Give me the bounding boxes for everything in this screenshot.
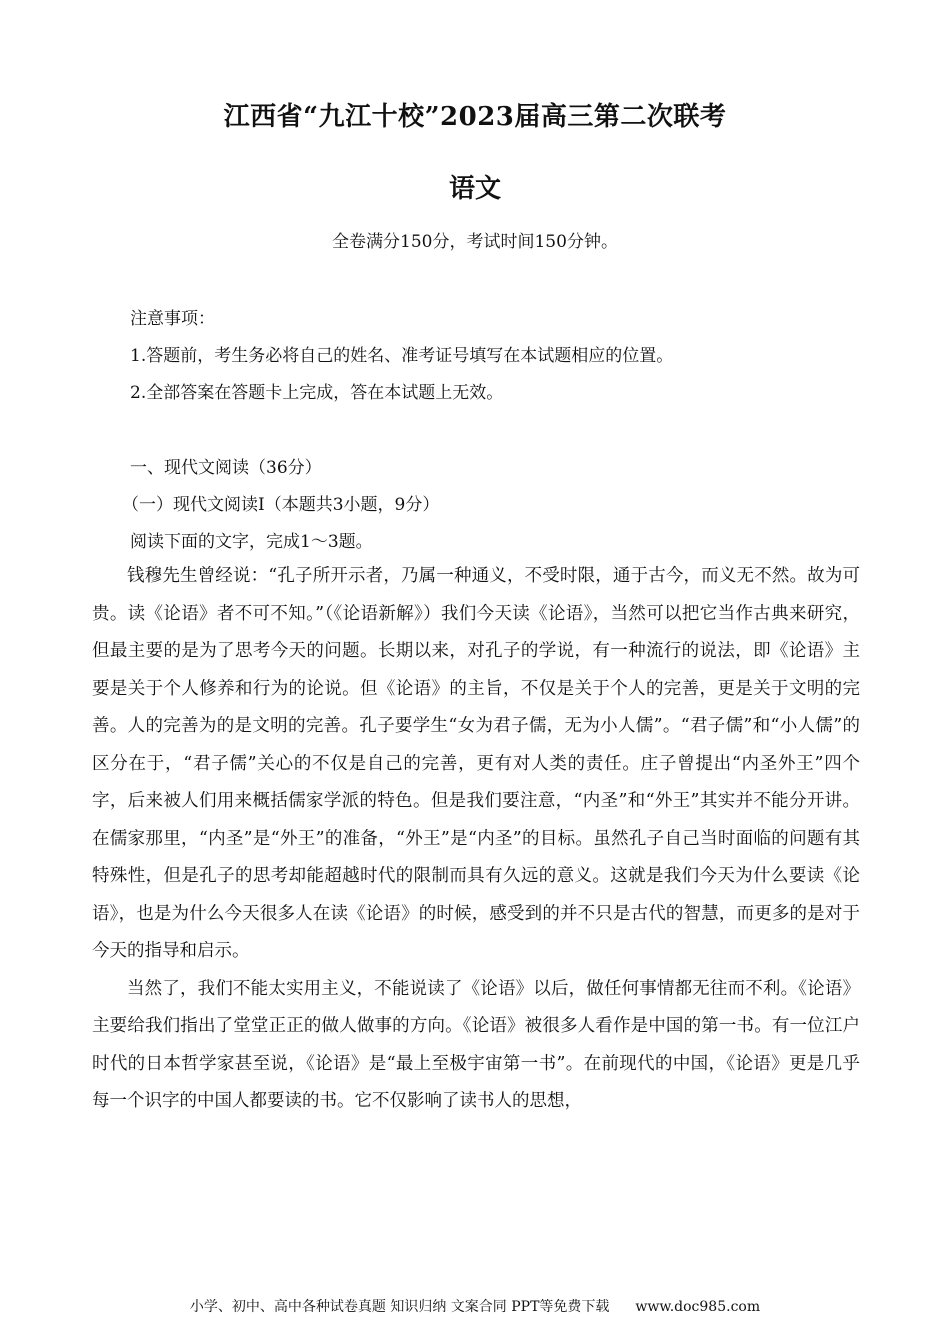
notice-item-2: 2.全部答案在答题卡上完成，答在本试题上无效。 [130, 383, 504, 403]
footer-link[interactable]: www.doc985.com [635, 1299, 761, 1315]
footer-text: 小学、初中、高中各种试卷真题 知识归纳 文案合同 PPT等免费下载 [189, 1299, 610, 1315]
notice-item-1: 1.答题前，考生务必将自己的姓名、准考证号填写在本试题相应的位置。 [130, 346, 674, 366]
subject-title: 语文 [448, 174, 501, 204]
section-heading: 一、现代文阅读（36分） [130, 458, 322, 478]
section-instruction: 阅读下面的文字，完成1～3题。 [130, 532, 373, 552]
exam-meta: 全卷满分150分，考试时间150分钟。 [332, 232, 618, 252]
section-subheading: （一）现代文阅读I（本题共3小题，9分） [122, 495, 440, 515]
exam-title: 江西省“九江十校”2023届高三第二次联考 [223, 102, 727, 132]
reading-passage [92, 558, 860, 1121]
page-footer [0, 1296, 950, 1316]
passage-paragraph-1: 钱穆先生曾经说：“孔子所开示者，乃属一种通义，不受时限，通于古今，而义无不然。故为可贵。读《论语》者不可不知。”（《论语新解》）我们今天读《论语》，当然可以把它当作古典来研究，但最主要的是为了思考今天的问题。长期以来，对孔子的学说，有一种流行的说法，即《论语》主要是关于个人修养和行为的论说。但《论语》的主旨，不仅是关于个人的完善，更是关于文明的完善。人的完善为的是文明的完善。孔子要学生“女为君子儒，无为小人儒”。“君子儒”和“小人儒”的区分在于，“君子儒”关心的不仅是自己的完善，更有对人类的责任。庄子曾提出“内圣外王”四个字，后来被人们用来概括儒家学派的特色。但是我们要注意，“内圣”和“外王”其实并不能分开讲。在儒家那里，“内圣”是“外王”的准备，“外王”是“内圣”的目标。虽然孔子自己当时面临的问题有其特殊性，但是孔子的思考却能超越时代的限制而具有久远的意义。这就是我们今天为什么要读《论语》，也是为什么今天很多人在读《论语》的时候，感受到的并不只是古代的智慧，而更多的是对于今天的指导和启示。 [92, 566, 860, 961]
notice-heading: 注意事项： [130, 309, 215, 329]
passage-paragraph-2: 当然了，我们不能太实用主义，不能说读了《论语》以后，做任何事情都无往而不利。《论语》主要给我们指出了堂堂正正的做人做事的方向。《论语》被很多人看作是中国的第一书。有一位江户时代的日本哲学家甚至说，《论语》是“最上至极宇宙第一书”。在前现代的中国，《论语》更是几乎每一个识字的中国人都要读的书。它不仅影响了读书人的思想， [92, 978, 860, 1111]
